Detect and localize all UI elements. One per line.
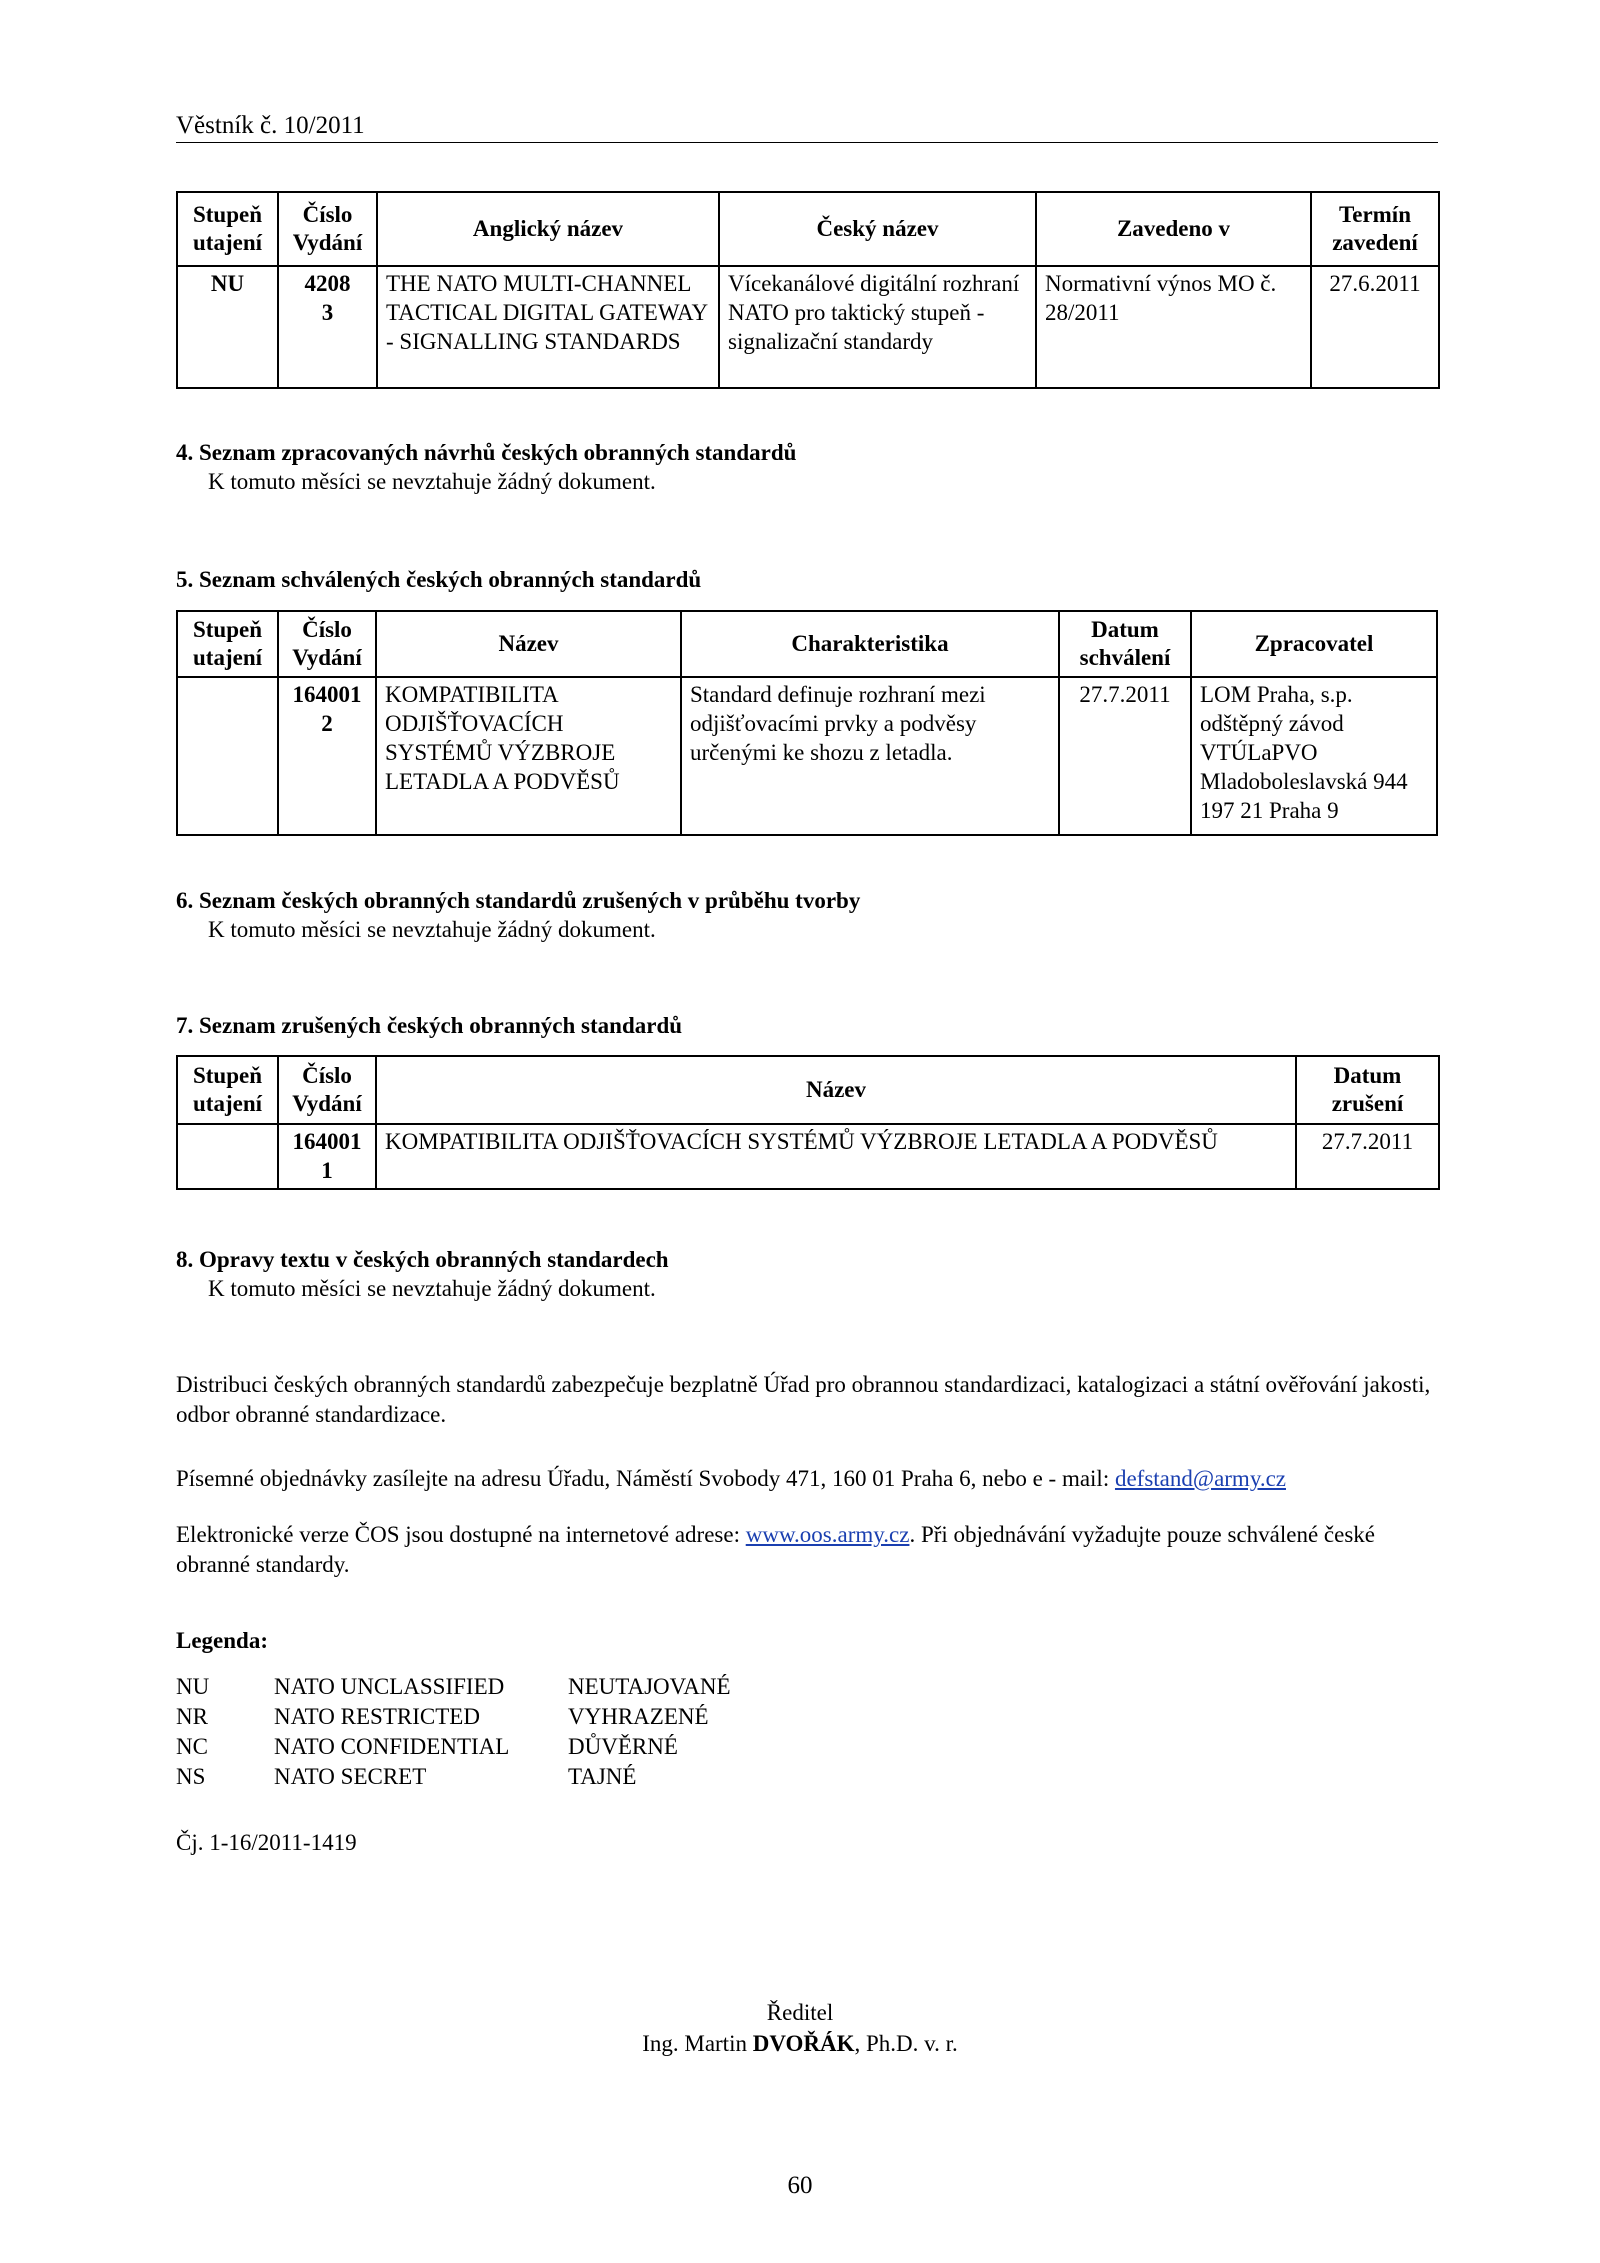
- standards-table-approved: [176, 610, 1438, 836]
- legend-row: NC NATO CONFIDENTIAL DŮVĚRNÉ: [176, 1734, 678, 1759]
- distribution-paragraph: Distribuci českých obranných standardů zabezpečuje bezplatně Úřad pro obrannou standardizaci, katalogizaci a státní ověřování jakosti, odbor obranné standardizace.: [176, 1372, 1431, 1427]
- col-header-cesky: Český název: [719, 192, 1036, 266]
- page-number: 60: [787, 2172, 813, 2199]
- table-row: [177, 266, 1439, 388]
- col-header-nazev: Název: [376, 611, 681, 677]
- col-header-anglicky: Anglický název: [377, 192, 719, 266]
- table-row: [177, 677, 1437, 835]
- section-6: [176, 888, 860, 946]
- section-title: 7. Seznam zrušených českých obranných standardů: [176, 1013, 683, 1038]
- legend-row: NS NATO SECRET TAJNÉ: [176, 1764, 637, 1789]
- standards-table-introduced: [176, 191, 1440, 389]
- col-header-charakteristika: Charakteristika: [681, 611, 1059, 677]
- table-row: [177, 1124, 1439, 1189]
- cell-charakteristika: Standard definuje rozhraní mezi odjišťovacími prvky a podvěsy určenými ke shozu z letadla.: [681, 677, 1059, 835]
- section-title: 8. Opravy textu v českých obranných standardech: [176, 1247, 669, 1272]
- col-header-datum: Datum zrušení: [1296, 1056, 1439, 1124]
- section-note: K tomuto měsíci se nevztahuje žádný dokument.: [208, 469, 656, 494]
- reference-number: Čj. 1-16/2011-1419: [176, 1830, 357, 1855]
- signature-role: Ředitel: [766, 2000, 834, 2025]
- cell-stupen: [177, 677, 278, 835]
- legend: [176, 1672, 731, 1792]
- col-header-zpracovatel: Zpracovatel: [1191, 611, 1437, 677]
- section-7-title: [176, 1013, 682, 1039]
- col-header-zavedeno: Zavedeno v: [1036, 192, 1311, 266]
- standards-table-cancelled: [176, 1055, 1440, 1190]
- cell-nazev: KOMPATIBILITA ODJIŠŤOVACÍCH SYSTÉMŮ VÝZBROJE LETADLA A PODVĚSŮ: [376, 677, 681, 835]
- section-title: 6. Seznam českých obranných standardů zrušených v průběhu tvorby: [176, 888, 861, 913]
- cell-termin: 27.6.2011: [1311, 266, 1439, 388]
- orders-paragraph: Písemné objednávky zasílejte na adresu Úřadu, Náměstí Svobody 471, 160 01 Praha 6, nebo e - mail: defstand@army.cz: [176, 1466, 1286, 1491]
- cell-cesky: Vícekanálové digitální rozhraní NATO pro taktický stupeň - signalizační standardy: [719, 266, 1036, 388]
- section-note: K tomuto měsíci se nevztahuje žádný dokument.: [208, 1276, 656, 1301]
- section-5-title: [176, 567, 701, 593]
- cell-cislo: 164001 1: [278, 1124, 376, 1189]
- cell-datum: 27.7.2011: [1059, 677, 1191, 835]
- col-header-cislo: Číslo Vydání: [278, 1056, 376, 1124]
- electronic-paragraph: Elektronické verze ČOS jsou dostupné na internetové adrese: www.oos.army.cz. Při objednávání vyžadujte pouze schválené české obranné standardy.: [176, 1522, 1376, 1577]
- cell-stupen: NU: [177, 266, 278, 388]
- section-note: K tomuto měsíci se nevztahuje žádný dokument.: [208, 917, 656, 942]
- section-title: 5. Seznam schválených českých obranných standardů: [176, 567, 702, 592]
- legend-row: NR NATO RESTRICTED VYHRAZENÉ: [176, 1704, 709, 1729]
- col-header-cislo: Číslo Vydání: [278, 611, 376, 677]
- legend-title: Legenda:: [176, 1628, 268, 1653]
- col-header-termin: Termín zavedení: [1311, 192, 1439, 266]
- col-header-datum: Datum schválení: [1059, 611, 1191, 677]
- signature-name: Ing. Martin DVOŘÁK, Ph.D. v. r.: [642, 2031, 958, 2056]
- cell-zpracovatel: LOM Praha, s.p. odštěpný závod VTÚLaPVO Mladoboleslavská 944 197 21 Praha 9: [1191, 677, 1437, 835]
- col-header-stupen: Stupeň utajení: [177, 611, 278, 677]
- legend-row: NU NATO UNCLASSIFIED NEUTAJOVANÉ: [176, 1674, 731, 1699]
- email-link[interactable]: defstand@army.cz: [1114, 1466, 1286, 1491]
- col-header-nazev: Název: [376, 1056, 1296, 1124]
- cell-cislo: 164001 2: [278, 677, 376, 835]
- cell-anglicky: THE NATO MULTI-CHANNEL TACTICAL DIGITAL GATEWAY - SIGNALLING STANDARDS: [377, 266, 719, 388]
- cell-stupen: [177, 1124, 278, 1189]
- cell-zavedeno: Normativní výnos MO č. 28/2011: [1036, 266, 1311, 388]
- section-4: [176, 440, 796, 498]
- col-header-cislo: Číslo Vydání: [278, 192, 377, 266]
- website-link[interactable]: www.oos.army.cz: [745, 1522, 910, 1547]
- section-title: 4. Seznam zpracovaných návrhů českých obranných standardů: [176, 440, 797, 465]
- section-8: [176, 1247, 669, 1305]
- page-header: Věstník č. 10/2011: [176, 112, 1438, 143]
- cell-datum: 27.7.2011: [1296, 1124, 1439, 1189]
- col-header-stupen: Stupeň utajení: [177, 1056, 278, 1124]
- cell-cislo: 4208 3: [278, 266, 377, 388]
- cell-nazev: KOMPATIBILITA ODJIŠŤOVACÍCH SYSTÉMŮ VÝZBROJE LETADLA A PODVĚSŮ: [376, 1124, 1296, 1189]
- col-header-stupen: Stupeň utajení: [177, 192, 278, 266]
